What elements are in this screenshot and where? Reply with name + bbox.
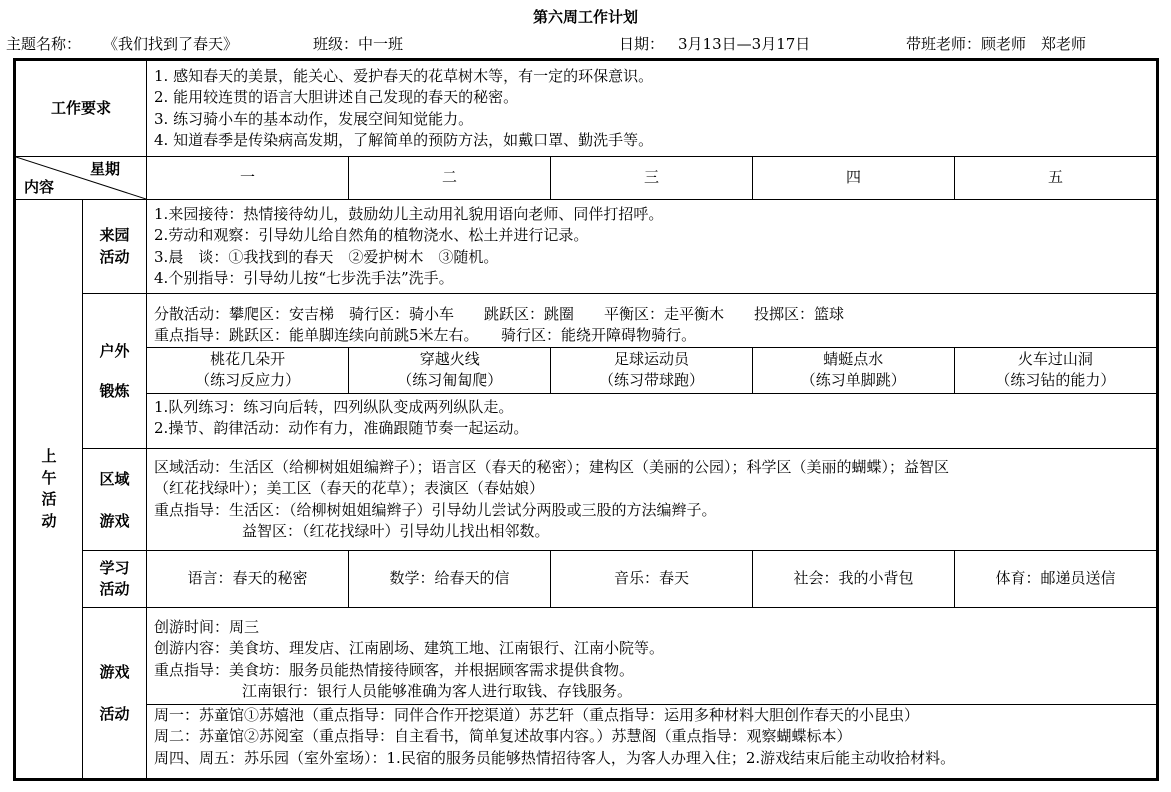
exercise-note: （练习带球跑） — [599, 371, 705, 389]
schedule-line: 周二：苏童馆②苏阅室（重点指导：自主看书，简单复述故事内容。）苏慧阁（重点指导：观察蝴蝶标本） — [154, 727, 852, 746]
arrival-line: 1.来园接待：热情接待幼儿，鼓励幼儿主动用礼貌用语向老师、同伴打招呼。 — [154, 204, 664, 223]
exercise-name: 桃花几朵开 — [210, 349, 286, 368]
day-friday: 五 — [955, 157, 1158, 200]
area-line: 益智区：（红花找绿叶）引导幼儿找出相邻数。 — [242, 522, 550, 540]
arrival-line: 4.个别指导：引导幼儿按“七步洗手法”洗手。 — [154, 269, 454, 287]
day-monday: 一 — [147, 157, 349, 200]
exercise-cell — [551, 347, 753, 393]
class-value: 中一班 — [358, 35, 404, 53]
exercise-table — [147, 347, 1156, 394]
exercise-cell — [349, 347, 551, 393]
game-content — [147, 608, 1158, 780]
arrival-label — [83, 200, 147, 294]
area-game-row — [15, 449, 1158, 551]
theme-info — [6, 33, 238, 54]
study-friday: 体育：邮递员送信 — [955, 551, 1158, 608]
area-game-label — [83, 449, 147, 551]
requirement-item: 3. 练习骑小车的基本动作，发展空间知觉能力。 — [154, 109, 474, 128]
teacher-label: 带班老师： — [906, 35, 982, 53]
outdoor-label-top: 户外 — [99, 342, 130, 360]
game-line: 创游时间：周三 — [154, 617, 260, 636]
outdoor-lines — [147, 303, 1156, 347]
work-plan-table — [13, 58, 1159, 781]
requirement-item: 2. 能用较连贯的语言大胆讲述自己发现的春天的秘密。 — [154, 88, 519, 106]
requirements-content — [147, 60, 1158, 157]
day-wednesday: 三 — [551, 157, 753, 200]
area-line: 区域活动：生活区（给柳树姐姐编辫子）；语言区（春天的秘密）；建构区（美丽的公园）；科学区（美丽的蝴蝶）；益智区 — [154, 457, 950, 476]
area-game-content — [147, 449, 1158, 551]
requirement-item: 4. 知道春季是传染病高发期，了解简单的预防方法，如戴口罩、勤洗手等。 — [154, 131, 654, 149]
study-thursday: 社会：我的小背包 — [753, 551, 955, 608]
outdoor-label — [83, 294, 147, 449]
exercise-name: 穿越火线 — [419, 349, 480, 368]
morning-activity-label — [15, 200, 83, 780]
class-info — [313, 33, 403, 54]
date-info — [619, 33, 810, 54]
weekday-header-row — [15, 157, 1158, 200]
game-row — [15, 608, 1158, 780]
game-lines — [147, 617, 1156, 704]
study-monday: 语言：春天的秘密 — [147, 551, 349, 608]
area-label-top: 区域 — [99, 469, 130, 488]
exercise-name: 火车过山洞 — [1017, 349, 1093, 368]
exercise-note: （练习单脚跳） — [800, 371, 906, 389]
drill-line: 1.队列练习：练习向后转，四列纵队变成两列纵队走。 — [154, 397, 514, 416]
outdoor-row — [15, 294, 1158, 449]
morning-char: 动 — [41, 511, 57, 530]
exercise-cell — [147, 347, 349, 393]
exercise-cell — [954, 347, 1156, 393]
day-thursday: 四 — [753, 157, 955, 200]
class-label: 班级： — [313, 35, 359, 53]
theme-label: 主题名称： — [6, 35, 82, 53]
exercise-name: 足球运动员 — [614, 349, 690, 368]
outdoor-label-bottom: 锻炼 — [99, 382, 130, 400]
study-label-top: 学习 — [99, 558, 130, 577]
arrival-label-top: 来园 — [99, 226, 130, 244]
exercise-note: （练习钻的能力） — [995, 371, 1116, 389]
page-title: 第六周工作计划 — [532, 8, 638, 26]
content-label: 内容 — [24, 177, 55, 196]
arrival-row — [15, 200, 1158, 294]
drill-line: 2.操节、韵律活动：动作有力，准确跟随节奏一起运动。 — [154, 419, 529, 437]
outdoor-content — [147, 294, 1158, 449]
date-value: 3月13日—3月17日 — [678, 35, 811, 53]
day-tuesday: 二 — [349, 157, 551, 200]
outdoor-line: 重点指导：跳跃区：能单脚连续向前跳5米左右。 骑行区：能绕开障碍物骑行。 — [154, 326, 697, 344]
teacher-info — [906, 33, 1086, 54]
schedule-line: 周四、周五：苏乐园（室外室场）：1.民宿的服务员能够热情招待客人，为客人办理入住；2.游戏结束后能主动收拾材料。 — [154, 748, 956, 767]
morning-char: 上 — [41, 447, 57, 465]
game-line: 江南银行：银行人员能够准确为客人进行取钱、存钱服务。 — [242, 682, 633, 701]
study-row — [15, 551, 1158, 608]
game-label — [83, 608, 147, 780]
arrival-line: 2.劳动和观察：引导幼儿给自然角的植物浇水、松土并进行记录。 — [154, 226, 589, 244]
study-label-bottom: 活动 — [99, 580, 130, 598]
area-line: 重点指导：生活区：（给柳树姐姐编辫子）引导幼儿尝试分两股或三股的方法编辫子。 — [154, 500, 717, 519]
arrival-label-bottom: 活动 — [99, 247, 130, 266]
requirements-label: 工作要求 — [15, 60, 147, 157]
game-line: 重点指导：美食坊：服务员能热情接待顾客，并根据顾客需求提供食物。 — [154, 660, 635, 679]
arrival-content — [147, 200, 1158, 294]
exercise-name: 蜻蜓点水 — [823, 349, 884, 368]
game-label-bottom: 活动 — [99, 705, 130, 723]
theme-value: 《我们找到了春天》 — [103, 35, 239, 53]
area-line: （红花找绿叶）；美工区（春天的花草）；表演区（春姑娘） — [154, 479, 545, 497]
study-wednesday: 音乐：春天 — [551, 551, 753, 608]
exercise-note: （练习反应力） — [195, 371, 301, 389]
exercise-cell — [752, 347, 954, 393]
game-label-top: 游戏 — [99, 663, 130, 681]
arrival-line: 3.晨 谈：①我找到的春天 ②爱护树木 ③随机。 — [154, 247, 499, 266]
weekday-diagonal-header — [15, 157, 147, 200]
schedule-line: 周一：苏童馆①苏嬉池（重点指导：同伴合作开挖渠道）苏艺轩（重点指导：运用多种材料大胆创作春天的小昆虫） — [154, 705, 920, 724]
morning-char: 午 — [41, 468, 57, 487]
area-label-bottom: 游戏 — [99, 511, 130, 530]
outdoor-line: 分散活动：攀爬区：安吉梯 骑行区：骑小车 跳跃区：跳圈 平衡区：走平衡木 投掷区：篮球 — [154, 304, 845, 323]
morning-char: 活 — [41, 490, 57, 508]
study-label — [83, 551, 147, 608]
outdoor-drills — [147, 394, 1156, 440]
date-label: 日期： — [619, 35, 665, 53]
game-schedule — [147, 704, 1156, 770]
game-line: 创游内容：美食坊、理发店、江南剧场、建筑工地、江南银行、江南小院等。 — [154, 639, 665, 658]
study-tuesday: 数学：给春天的信 — [349, 551, 551, 608]
weekday-label: 星期 — [90, 160, 121, 178]
exercise-note: （练习匍匐爬） — [397, 371, 503, 389]
requirement-item: 1. 感知春天的美景，能关心、爱护春天的花草树木等，有一定的环保意识。 — [154, 66, 654, 85]
requirements-row — [15, 60, 1158, 157]
teacher-names: 顾老师 郑老师 — [981, 35, 1087, 53]
